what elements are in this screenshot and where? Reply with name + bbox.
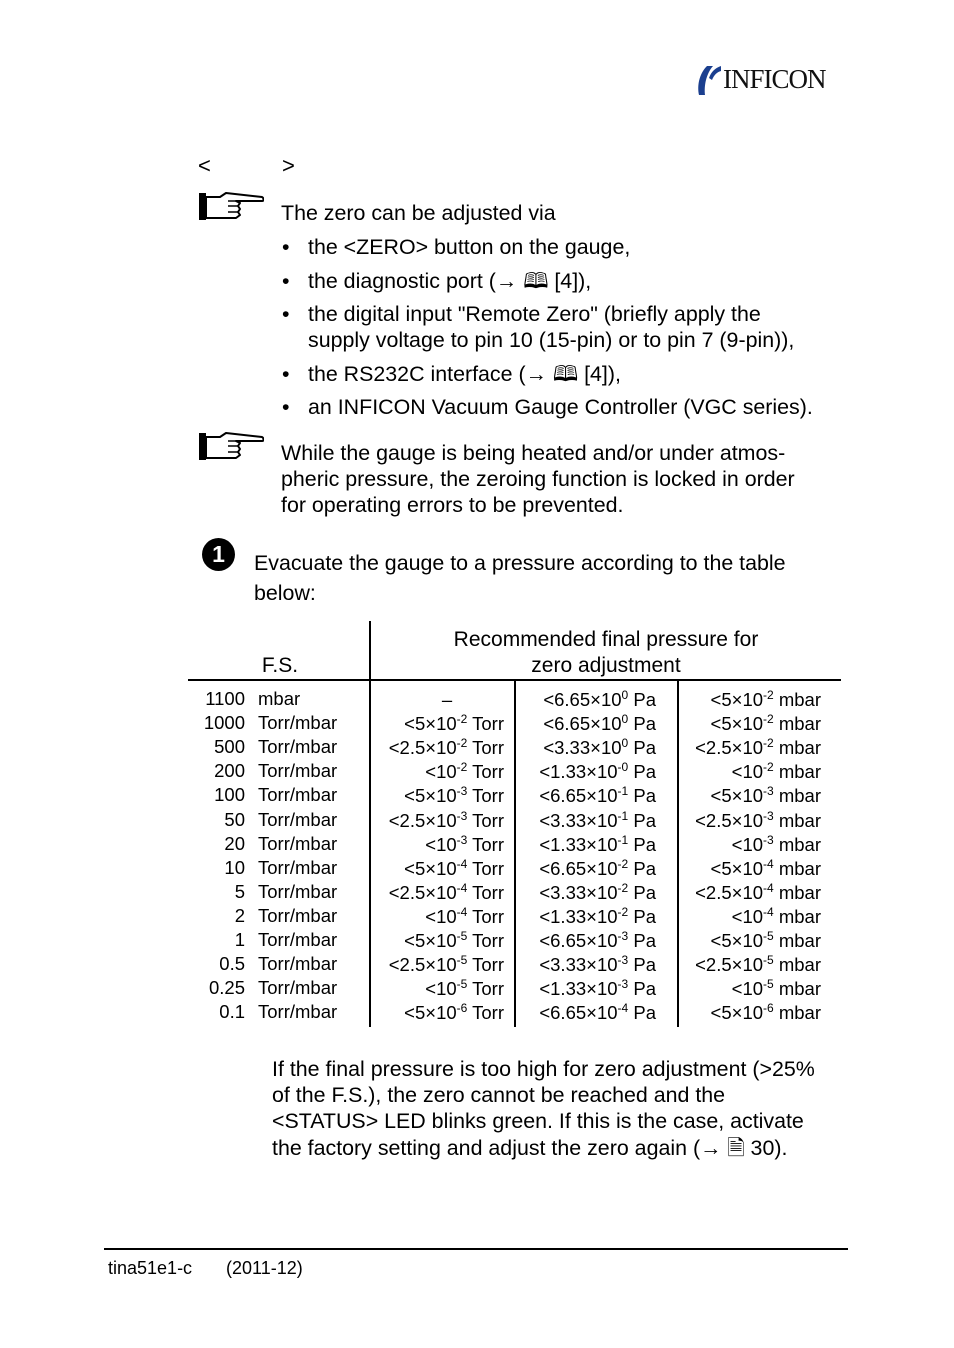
cell-fs-unit: Torr/mbar: [258, 904, 338, 926]
cell-torr: $<5\times 10^{-3}$ Torr: [404, 784, 504, 807]
cell-fs-value: 100: [214, 784, 245, 806]
cell-torr: $<2.5\times 10^{-5}$ Torr: [388, 953, 504, 976]
cell-fs-unit: Torr/mbar: [258, 929, 338, 950]
step-number-1: 1: [202, 538, 235, 571]
closing-line-4: the factory setting and adjust the zero again (→ 🗎 30).: [272, 1136, 788, 1160]
cell-mbar: $<10^{-4}$ mbar: [731, 904, 821, 928]
cell-fs-value: 20: [224, 832, 245, 854]
inficon-logo-text: INFICON: [723, 64, 826, 94]
cell-pa: $<3.33\times 10^{-3}$ Pa: [539, 953, 656, 976]
cell-pa: $<1.33\times 10^{-0}$ Pa: [539, 760, 656, 783]
cell-pa: $<6.65\times 10^{-1}$ Pa: [539, 784, 656, 807]
cell-fs-unit: Torr/mbar: [258, 856, 338, 878]
cell-pa: $<3.33\times 10^0$ Pa: [543, 736, 656, 759]
closing-line-2: of the F.S.), the zero cannot be reached and the: [272, 1083, 726, 1107]
cell-fs-value: 0.1: [219, 1001, 245, 1023]
cell-torr: $<10^{-5}$ Torr: [425, 977, 504, 1000]
cell-mbar: $<5\times 10^{-3}$ mbar: [710, 784, 821, 807]
cell-pa: $<3.33\times 10^{-2}$ Pa: [539, 880, 656, 903]
cell-torr: $<5\times 10^{-2}$ Torr: [404, 712, 504, 735]
cell-fs-value: 2: [234, 904, 245, 926]
cell-fs-unit: Torr/mbar: [258, 808, 338, 830]
list-item: • the <ZERO> button on the gauge,: [282, 234, 852, 260]
list-item: • the diagnostic port (→ 🕮 [4]),: [282, 268, 852, 294]
cell-torr: $<2.5\times 10^{-4}$ Torr: [388, 880, 504, 903]
cell-torr: $<10^{-2}$ Torr: [425, 760, 504, 783]
cell-fs-unit: Torr/mbar: [258, 736, 338, 758]
cell-mbar: $<5\times 10^{-5}$ mbar: [710, 929, 821, 952]
note2-line-2: pheric pressure, the zeroing function is locked in order: [281, 467, 795, 491]
footer-date: (2011-12): [226, 1258, 303, 1278]
cell-torr: $<2.5\times 10^{-3}$ Torr: [388, 808, 504, 831]
cell-pa: $<6.65\times 10^{-2}$ Pa: [539, 856, 656, 879]
step-line-1: Evacuate the gauge to a pressure according to the table: [254, 551, 786, 575]
cell-fs-value: 10: [224, 856, 245, 878]
cell-torr: $<5\times 10^{-4}$ Torr: [404, 856, 504, 879]
cell-mbar: $<5\times 10^{-2}$ mbar: [710, 712, 821, 735]
closing-line-1: If the final pressure is too high for zero adjustment (>25%: [272, 1057, 815, 1081]
cell-mbar: $<10^{-3}$ mbar: [731, 832, 821, 855]
open-angle-bracket: <: [198, 153, 211, 178]
header-fs: F.S.: [261, 654, 299, 677]
cell-mbar: $<5\times 10^{-4}$ mbar: [710, 856, 821, 879]
cell-fs-unit: Torr/mbar: [258, 977, 338, 999]
header-recommended-line-2: zero adjustment: [531, 654, 681, 677]
cell-pa: $<1.33\times 10^{-2}$ Pa: [539, 904, 656, 928]
list-item: • the RS232C interface (→ 🕮 [4]),: [282, 361, 852, 387]
cell-mbar: $<2.5\times 10^{-4}$ mbar: [695, 880, 821, 903]
cell-torr: $<5\times 10^{-6}$ Torr: [404, 1001, 504, 1024]
cell-fs-value: 5: [234, 880, 245, 902]
closing-line-3: <STATUS> LED blinks green. If this is the case, activate: [272, 1109, 804, 1133]
cell-fs-value: 1100: [205, 688, 245, 709]
cell-fs-unit: mbar: [258, 688, 301, 709]
cell-mbar: $<10^{-2}$ mbar: [731, 760, 821, 783]
cell-fs-unit: Torr/mbar: [258, 760, 338, 782]
cell-fs-unit: Torr/mbar: [258, 832, 338, 854]
cell-fs-value: 0.5: [219, 953, 245, 975]
cell-fs-value: 0.25: [208, 977, 245, 999]
cell-pa: $<1.33\times 10^{-3}$ Pa: [539, 977, 656, 1000]
cell-pa: $<6.65\times 10^{-3}$ Pa: [539, 929, 656, 952]
cell-pa: $<6.65\times 10^{-4}$ Pa: [539, 1001, 656, 1024]
cell-fs-value: 1000: [203, 712, 245, 734]
cell-mbar: $<5\times 10^{-2}$ mbar: [710, 688, 821, 711]
note2-line-3: for operating errors to be prevented.: [281, 493, 624, 517]
cell-torr: $<10^{-4}$ Torr: [425, 904, 504, 928]
cell-fs-unit: Torr/mbar: [258, 880, 338, 902]
note1-intro: The zero can be adjusted via: [281, 201, 556, 225]
cell-mbar: $<2.5\times 10^{-3}$ mbar: [695, 808, 821, 831]
cell-fs-unit: Torr/mbar: [258, 1001, 338, 1023]
list-item: • an INFICON Vacuum Gauge Controller (VGC series).: [282, 394, 852, 420]
cell-pa: $<3.33\times 10^{-1}$ Pa: [539, 808, 656, 831]
cell-fs-value: 1: [234, 929, 245, 950]
footer-divider: [104, 1248, 848, 1250]
note2-line-1: While the gauge is being heated and/or under atmos-: [281, 441, 786, 465]
cell-mbar: $<10^{-5}$ mbar: [731, 977, 821, 1000]
header-recommended-line-1: Recommended final pressure for: [453, 628, 759, 651]
cell-fs-value: 500: [214, 736, 245, 758]
cell-torr: $<2.5\times 10^{-2}$ Torr: [388, 736, 504, 759]
cell-fs-unit: Torr/mbar: [258, 784, 338, 806]
cell-pa: $<6.65\times 10^0$ Pa: [543, 688, 656, 711]
step-line-2: below:: [254, 581, 316, 605]
cell-fs-unit: Torr/mbar: [258, 712, 338, 734]
cell-fs-value: 50: [224, 808, 245, 830]
cell-mbar: $<2.5\times 10^{-2}$ mbar: [695, 736, 821, 759]
cell-fs-value: 200: [214, 760, 245, 782]
cell-mbar: $<5\times 10^{-6}$ mbar: [710, 1001, 821, 1024]
list-item: • the digital input "Remote Zero" (briefly apply the supply voltage to pin 10 (15-pin) or to pin 7 (9-pin)),: [282, 301, 828, 353]
cell-pa: $<1.33\times 10^{-1}$ Pa: [539, 832, 656, 855]
cell-pa: $<6.65\times 10^0$ Pa: [543, 712, 656, 735]
cell-torr: –: [441, 689, 453, 711]
cell-torr: $<5\times 10^{-5}$ Torr: [404, 929, 504, 952]
close-angle-bracket: >: [282, 153, 295, 178]
cell-torr: $<10^{-3}$ Torr: [425, 832, 504, 855]
cell-mbar: $<2.5\times 10^{-5}$ mbar: [695, 953, 821, 976]
cell-fs-unit: Torr/mbar: [258, 953, 338, 975]
footer-doc-id: tina51e1-c: [108, 1258, 193, 1278]
